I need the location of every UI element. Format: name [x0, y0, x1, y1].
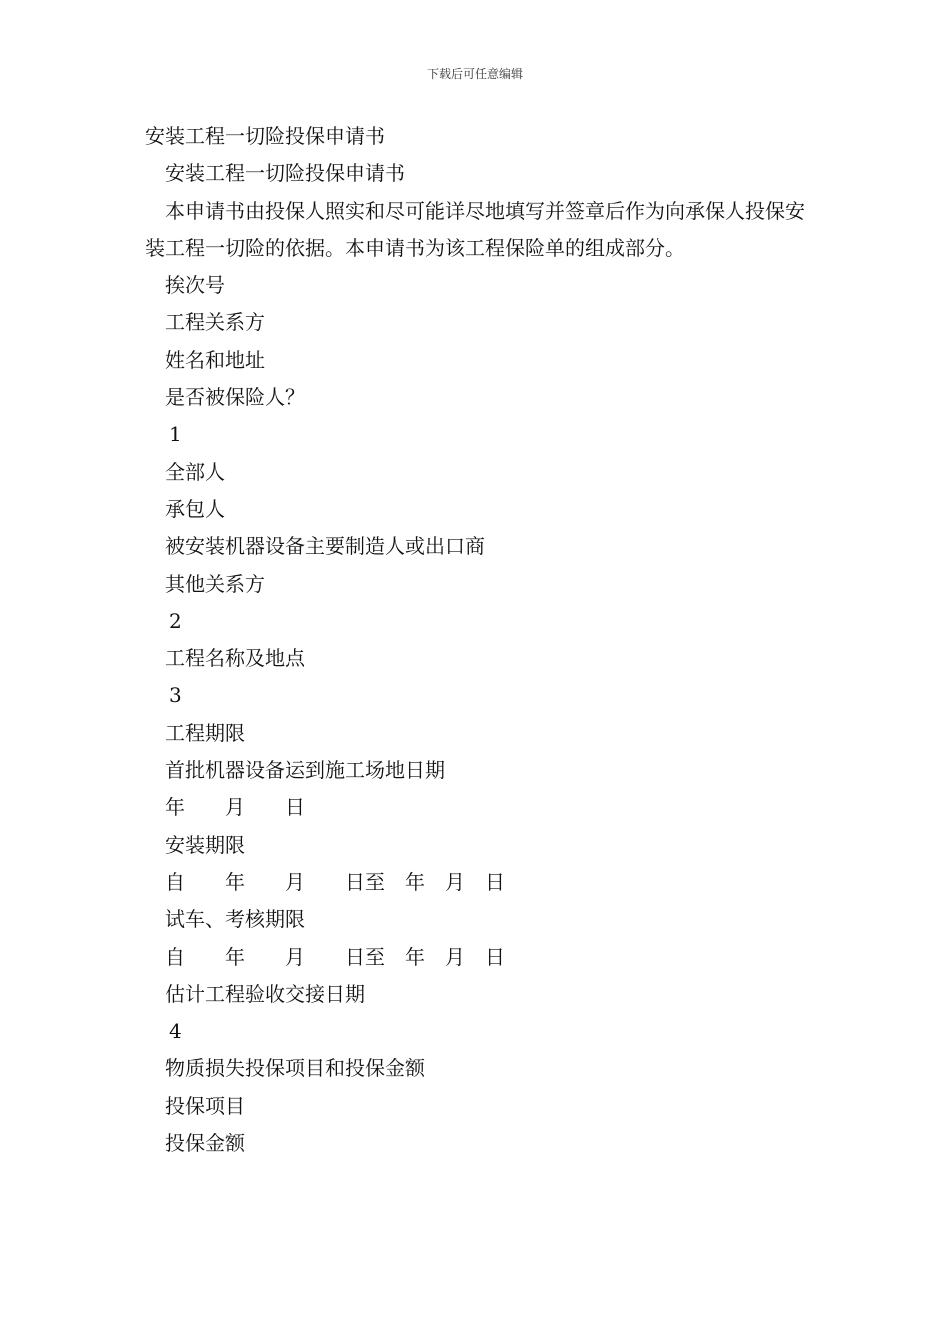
intro-paragraph: 本申请书由投保人照实和尽可能详尽地填写并签章后作为向承保人投保安装工程一切险的依据。本申请书为该工程保险单的组成部分。: [145, 198, 805, 260]
project-parties-label: 工程关系方: [165, 310, 265, 335]
document-body: [145, 118, 810, 1162]
section-number-2: 2: [169, 608, 182, 633]
other-parties-label: 其他关系方: [165, 571, 265, 596]
is-insured-label: 是否被保险人？: [165, 385, 305, 410]
material-loss-label: 物质损失投保项目和投保金额: [165, 1056, 425, 1081]
section-number-1: 1: [169, 422, 182, 447]
section-number-4: 4: [169, 1019, 182, 1044]
installation-period-label: 安装期限: [165, 832, 245, 857]
first-delivery-date-label: 首批机器设备运到施工场地日期: [165, 758, 445, 783]
name-address-label: 姓名和地址: [165, 347, 265, 372]
sequence-number-label: 挨次号: [165, 273, 225, 298]
first-delivery-date-field: 年 月 日: [165, 795, 305, 820]
project-period-label: 工程期限: [165, 720, 245, 745]
document-subtitle: 安装工程一切险投保申请书: [165, 161, 405, 186]
acceptance-date-label: 估计工程验收交接日期: [165, 981, 365, 1006]
project-name-location-label: 工程名称及地点: [165, 646, 305, 671]
page-header-note: 下载后可任意编辑: [426, 67, 523, 81]
section-number-3: 3: [169, 683, 182, 708]
document-title: 安装工程一切险投保申请书: [145, 124, 385, 148]
installation-period-field: 自 年 月 日至 年 月 日: [165, 869, 505, 894]
contractor-label: 承包人: [165, 496, 225, 521]
test-period-label: 试车、考核期限: [165, 907, 305, 932]
owner-label: 全部人: [165, 459, 225, 484]
insured-amount-label: 投保金额: [165, 1131, 245, 1156]
test-period-field: 自 年 月 日至 年 月 日: [165, 944, 505, 969]
insured-items-label: 投保项目: [165, 1093, 245, 1118]
manufacturer-label: 被安装机器设备主要制造人或出口商: [165, 534, 485, 559]
